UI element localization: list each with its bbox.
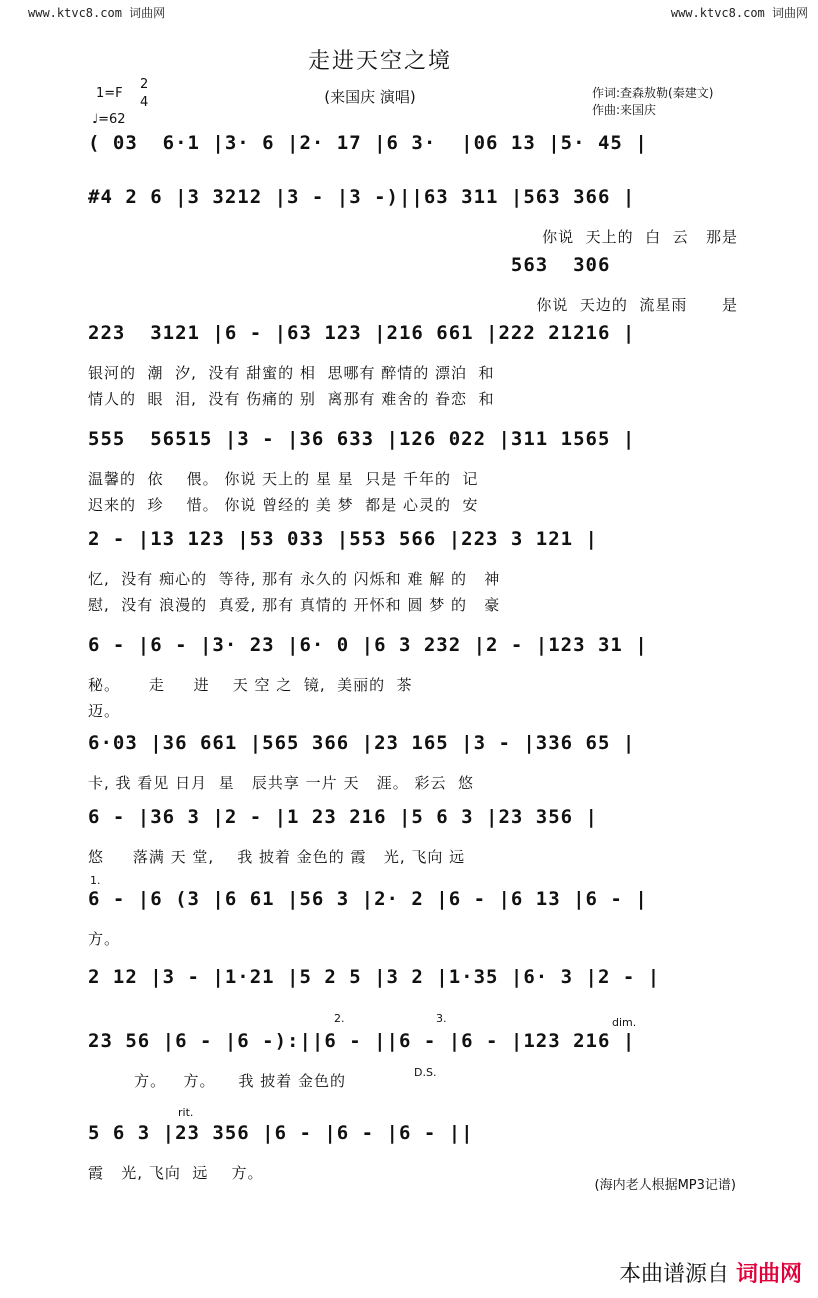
notation-text: 6 - |36 3 |2 - |1 23 216 |5 6 3 |23 356 | bbox=[88, 806, 598, 828]
lyric-line: 迈。 bbox=[88, 702, 121, 720]
song-title: 走进天空之境 bbox=[307, 49, 452, 74]
composer-credit: 作曲:来国庆 bbox=[592, 103, 657, 117]
notation-text: #4 2 6 |3 3212 |3 - |3 -)||63 311 |563 366 | bbox=[88, 186, 636, 208]
score-line bbox=[88, 322, 738, 362]
key-signature: 1=F bbox=[96, 86, 123, 101]
notation-text: 563 306 bbox=[88, 254, 611, 276]
watermark-right: www.ktvc8.com 词曲网 bbox=[670, 6, 808, 20]
lyric-line: 悠 落满 天 堂, 我 披着 金色的 霞 光, 飞向 远 bbox=[88, 848, 466, 866]
score-line bbox=[88, 132, 738, 172]
notation-text: 6 - |6 (3 |6 61 |56 3 |2· 2 |6 - |6 13 |6 - | bbox=[88, 888, 648, 910]
lyric-line: 你说 天边的 流星雨 是 bbox=[536, 296, 738, 314]
notation-text: 23 56 |6 - |6 -):||6 - ||6 - |6 - |123 216 | bbox=[88, 1030, 636, 1052]
source-footer bbox=[619, 1257, 802, 1288]
score-line bbox=[88, 732, 738, 772]
ds-mark: D.S. bbox=[414, 1066, 437, 1079]
score-line bbox=[88, 888, 738, 928]
notation-text: 6 - |6 - |3· 23 |6· 0 |6 3 232 |2 - |123 31 | bbox=[88, 634, 648, 656]
volta-1-mark: 1. bbox=[90, 874, 101, 887]
singer-line: (来国庆 演唱) bbox=[324, 88, 416, 106]
score-line bbox=[88, 634, 738, 674]
score-line bbox=[88, 428, 738, 468]
lyric-line: 迟来的 珍 惜。 你说 曾经的 美 梦 都是 心灵的 安 bbox=[88, 496, 479, 514]
lyric-line: 慰, 没有 浪漫的 真爱, 那有 真情的 开怀和 圆 梦 的 豪 bbox=[88, 596, 501, 614]
time-sig-bottom: 4 bbox=[140, 95, 149, 110]
lyric-line: 霞 光, 飞向 远 方。 bbox=[88, 1164, 264, 1182]
watermark-left: www.ktvc8.com 词曲网 bbox=[28, 6, 166, 20]
lyric-line: 忆, 没有 痴心的 等待, 那有 永久的 闪烁和 难 解 的 神 bbox=[88, 570, 501, 588]
notation-text: 6·03 |36 661 |565 366 |23 165 |3 - |336 65 | bbox=[88, 732, 636, 754]
score-line bbox=[88, 806, 738, 846]
score-line bbox=[88, 528, 738, 568]
footer-site[interactable]: 词曲网 bbox=[735, 1262, 802, 1287]
dim-mark: dim. bbox=[612, 1016, 637, 1029]
lyric-line: 你说 天上的 白 云 那是 bbox=[542, 228, 738, 246]
transcription-note: (海内老人根据MP3记谱) bbox=[594, 1178, 736, 1193]
rit-mark: rit. bbox=[178, 1106, 194, 1119]
volta-2-mark: 2. bbox=[334, 1012, 345, 1025]
lyric-line: 方。 bbox=[88, 930, 121, 948]
lyric-line: 情人的 眼 泪, 没有 伤痛的 别 离那有 难舍的 眷恋 和 bbox=[88, 390, 495, 408]
notation-text: 223 3121 |6 - |63 123 |216 661 |222 21216 | bbox=[88, 322, 636, 344]
score-line bbox=[88, 186, 738, 226]
notation-text: 2 12 |3 - |1·21 |5 2 5 |3 2 |1·35 |6· 3 |2 - | bbox=[88, 966, 661, 988]
notation-text: ( 03 6·1 |3· 6 |2· 17 |6 3· |06 13 |5· 45 | bbox=[88, 132, 648, 154]
lyric-line: 秘。 走 进 天 空 之 镜, 美丽的 茶 bbox=[88, 676, 413, 694]
score-line bbox=[88, 254, 738, 294]
lyric-line: 银河的 潮 汐, 没有 甜蜜的 相 思哪有 醉情的 漂泊 和 bbox=[88, 364, 495, 382]
lyric-line: 温馨的 依 偎。 你说 天上的 星 星 只是 千年的 记 bbox=[88, 470, 479, 488]
score-line bbox=[88, 1030, 738, 1070]
time-sig-top: 2 bbox=[140, 77, 149, 92]
notation-text: 555 56515 |3 - |36 633 |126 022 |311 1565 | bbox=[88, 428, 636, 450]
lyricist-credit: 作词:查森敖勒(秦建文) bbox=[592, 86, 714, 100]
footer-prefix: 本曲谱源自 bbox=[618, 1262, 729, 1287]
lyric-line: 方。 方。 我 披着 金色的 bbox=[88, 1072, 347, 1090]
lyric-line: 卡, 我 看见 日月 星 辰共享 一片 天 涯。 彩云 悠 bbox=[88, 774, 475, 792]
notation-text: 5 6 3 |23 356 |6 - |6 - |6 - || bbox=[88, 1122, 474, 1144]
volta-3-mark: 3. bbox=[436, 1012, 447, 1025]
time-signature bbox=[140, 76, 148, 112]
score-line bbox=[88, 966, 738, 1006]
tempo-mark: ♩=62 bbox=[92, 112, 126, 127]
notation-text: 2 - |13 123 |53 033 |553 566 |223 3 121 | bbox=[88, 528, 598, 550]
score-line bbox=[88, 1122, 738, 1162]
